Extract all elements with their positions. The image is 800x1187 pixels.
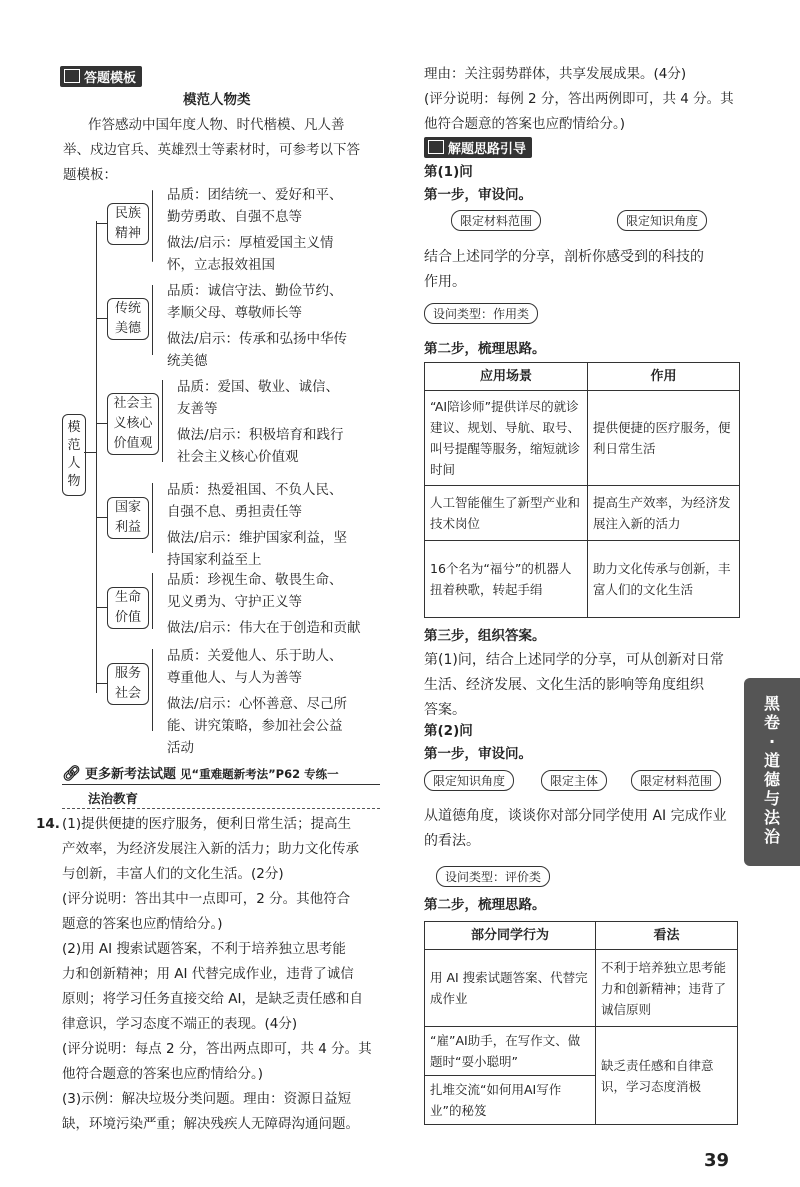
link-icon: 🔗︎: [62, 764, 82, 782]
question-type: 设问类型：作用类: [424, 303, 538, 324]
intro-line: 题模板：: [63, 167, 117, 183]
table-row: 人工智能催生了新型产业和技术岗位 提高生产效率，为经济发展注入新的活力: [425, 486, 740, 541]
group-text: 品质：爱国、敬业、诚信、 友善等 做法/启示：积极培育和践行 社会主义核心价值观: [177, 379, 344, 465]
more-ref: 法治教育: [88, 791, 139, 806]
more-questions-bar: 🔗︎ 更多新考法试题 见“重难题新考法”P62 专练一: [62, 763, 380, 785]
group-node: 传统 美德: [107, 298, 149, 340]
q1-label: 第(1)问: [424, 164, 473, 180]
q1-step2: 第二步，梳理思路。: [424, 341, 546, 357]
group-node: 服务 社会: [107, 663, 149, 705]
table-row: 扎堆交流“如何用AI写作业”的秘笈: [425, 1076, 738, 1125]
group-text: 品质：团结统一、爱好和平、 勤劳勇敢、自强不息等 做法/启示：厚植爱国主义情 怀，立志报效祖国: [167, 187, 343, 273]
tag: 限定材料范围: [631, 770, 721, 791]
table-behaviors: 部分同学行为 看法 用 AI 搜索试题答案、代替完成作业 不利于培养独立思考能力和创新精神；违背了诚信原则 “雇”AI助手，在写作文、做题时“耍小聪明” 缺乏责任感和自律意识，学习态度消极 扎堆交流“如何用AI写作业”的秘笈: [424, 921, 738, 1125]
tag: 限定主体: [541, 770, 607, 791]
group-text: 品质：热爱祖国、不负人民、 自强不息、勇担责任等 做法/启示：维护国家利益，坚 持国家利益至上: [167, 482, 348, 568]
table-row: 用 AI 搜索试题答案、代替完成作业 不利于培养独立思考能力和创新精神；违背了诚信原则: [425, 950, 738, 1027]
template-header-label: 答题模板: [84, 71, 137, 86]
tag: 限定材料范围: [451, 210, 541, 231]
side-tab: 黑卷·道德与法治: [744, 678, 800, 866]
table-row: “AI陪诊师”提供详尽的就诊建议、规划、导航、取号、叫号提醒等服务，缩短就诊时间 提供便捷的医疗服务，便利日常生活: [425, 391, 740, 486]
group-node: 生命 价值: [107, 587, 149, 629]
answer-block: (1)提供便捷的医疗服务，便利日常生活；提高生 产效率，为经济发展注入新的活力；助力文化传承 与创新，丰富人们的文化生活。(2分) (评分说明：答出其中一点即可，2 分。其他符合 题意的答案也应酌情给分。) (2)用 AI 搜索试题答案，不利于培养独立思考能 力和创新精神；用 AI 代替完成作业，违背了诚信 原则；将学习任务直接交给 AI，是缺乏责任感和自 律意识，学习态度不端正的表现。(4分) (评分说明：每点 2 分，答出两点即可，共 4 分。其 他符合题意的答案也应酌情给分。) (3)示例：解决垃圾分类问题。理由：资源日益短 缺，环境污染严重；解决残疾人无障碍沟通问题。: [62, 816, 372, 1132]
page-number: 39: [704, 1150, 730, 1171]
question-type: 设问类型：评价类: [436, 866, 550, 887]
tag: 限定知识角度: [617, 210, 707, 231]
q1-step1: 第一步，审设问。: [424, 187, 532, 203]
book-icon: [64, 69, 80, 83]
tag: 限定知识角度: [424, 770, 514, 791]
root-node: [62, 414, 86, 496]
pencil-note-icon: [428, 140, 444, 154]
group-text: 品质：珍视生命、敬畏生命、 见义勇为、守护正义等 做法/启示：伟大在于创造和贡献: [167, 572, 361, 636]
q1-question: 结合上述同学的分享，剖析你感受到的科技的 作用。: [424, 249, 704, 290]
question-number: 14.: [36, 816, 60, 832]
guide-header: 解题思路引导: [424, 137, 532, 158]
table-row: 16个名为“福兮”的机器人扭着秧歌，转起手绢 助力文化传承与创新，丰富人们的文化生活: [425, 541, 740, 618]
group-text: 品质：诚信守法、勤俭节约、 孝顺父母、尊敬师长等 做法/启示：传承和弘扬中华传 统美德: [167, 283, 348, 369]
trunk-line: [96, 221, 97, 693]
q2-step2: 第二步，梳理思路。: [424, 897, 546, 913]
q1-step3: 第三步，组织答案。: [424, 628, 546, 644]
template-header: [60, 66, 142, 87]
intro-line: 作答感动中国年度人物、时代楷模、凡人善: [88, 117, 345, 133]
group-node: 国家 利益: [107, 497, 149, 539]
table-scenes: 应用场景 作用 “AI陪诊师”提供详尽的就诊建议、规划、导航、取号、叫号提醒等服务，缩短就诊时间 提供便捷的医疗服务，便利日常生活 人工智能催生了新型产业和技术岗位 提高生产效率，为经济发展注入新的活力 16个名为“福兮”的机器人扭着秧歌，转起手绢 助力文化传承与创新，丰富人们的文化生活: [424, 362, 740, 618]
intro-line: 举、戍边官兵、英雄烈士等素材时，可参考以下答: [63, 142, 360, 158]
q2-label: 第(2)问: [424, 723, 473, 739]
group-node: 社会主 义核心 价值观: [107, 393, 159, 455]
root-label: 模范人物: [67, 420, 81, 489]
table-row: “雇”AI助手，在写作文、做题时“耍小聪明” 缺乏责任感和自律意识，学习态度消极: [425, 1027, 738, 1076]
q2-step1: 第一步，审设问。: [424, 746, 532, 762]
group-text: 品质：关爱他人、乐于助人、 尊重他人、与人为善等 做法/启示：心怀善意、尽己所 能、讲究策略，参加社会公益 活动: [167, 648, 348, 756]
q1-step3-text: 第(1)问，结合上述同学的分享，可从创新对日常 生活、经济发展、文化生活的影响等角度组织 答案。: [424, 652, 724, 718]
answer-continued: 理由：关注弱势群体，共享发展成果。(4分) (评分说明：每例 2 分，答出两例即可，共 4 分。其 他符合题意的答案也应酌情给分。): [424, 66, 734, 132]
q2-question: 从道德角度，谈谈你对部分同学使用 AI 完成作业 的看法。: [424, 808, 727, 849]
group-node: 民族 精神: [107, 203, 149, 245]
template-subtitle: 模范人物类: [183, 92, 251, 108]
